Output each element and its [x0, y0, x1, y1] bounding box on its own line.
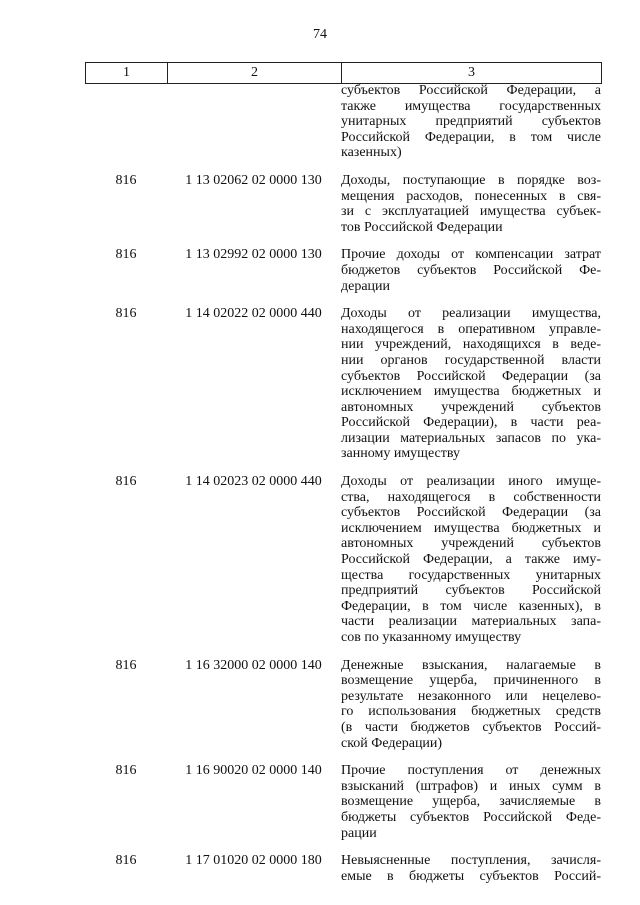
table-row [85, 173, 601, 235]
row-description [341, 474, 601, 646]
description-line: го использования бюджетных средств [341, 704, 601, 720]
description-line: мещения расходов, понесенных в свя- [341, 188, 601, 204]
description-line: Российской Федерации), в части реа- [341, 415, 601, 431]
column-header-1: 1 [86, 63, 168, 84]
row-budget-code: 1 16 32000 02 0000 140 [185, 657, 322, 673]
row-budget-code: 1 17 01020 02 0000 180 [185, 853, 322, 869]
description-line: Невыясненные поступления, зачисля- [341, 853, 601, 869]
row-budget-code: 1 14 02022 02 0000 440 [185, 306, 322, 322]
row-admin-code: 816 [115, 247, 137, 263]
column-header-2: 2 [168, 63, 342, 84]
table-body [85, 83, 601, 884]
row-description [341, 247, 601, 294]
description-line: возмещение ущерба, причиненного в [341, 673, 601, 689]
description-line: субъектов Российской Федерации (за [341, 368, 601, 384]
table-row [85, 474, 601, 646]
description-line: находящегося в оперативном управле- [341, 321, 601, 337]
description-line: зи с эксплуатацией имущества субъек- [341, 204, 601, 220]
description-line: рации [341, 825, 377, 841]
description-line: бюджеты субъектов Российской Феде- [341, 809, 601, 825]
row-budget-code: 1 13 02062 02 0000 130 [185, 172, 322, 188]
description-line: нии учреждений, находящихся в веде- [341, 337, 601, 353]
description-line: сов по указанному имуществу [341, 630, 522, 645]
row-budget-code: 1 16 90020 02 0000 140 [185, 763, 322, 779]
description-line: тов Российской Федерации [341, 219, 503, 235]
description-line: автономных учреждений субъектов [341, 536, 601, 552]
table-row [85, 247, 601, 294]
description-line: казенных) [341, 145, 402, 161]
description-line: ства, находящегося в собственности [341, 489, 601, 505]
row-description [341, 83, 601, 161]
description-line: занному имуществу [341, 446, 460, 462]
row-budget-code: 1 13 02992 02 0000 130 [185, 247, 322, 263]
description-line: Прочие поступления от денежных [341, 763, 601, 779]
description-line: Прочие доходы от компенсации затрат [341, 247, 601, 263]
description-line: нии органов государственной власти [341, 352, 601, 368]
description-line: (в части бюджетов субъектов Россий- [341, 719, 601, 735]
description-line: Денежные взыскания, налагаемые в [341, 657, 601, 673]
description-line: дерации [341, 278, 391, 294]
description-line: исключением имущества бюджетных и [341, 384, 601, 400]
row-description [341, 763, 601, 841]
table-row [85, 853, 601, 884]
description-line: Доходы от реализации иного имуще- [341, 474, 601, 490]
description-line: лизации материальных запасов по ука- [341, 430, 601, 446]
description-line: ской Федерации) [341, 735, 443, 751]
description-line: автономных учреждений субъектов [341, 399, 601, 415]
column-header-3: 3 [342, 63, 602, 84]
table-row [85, 763, 601, 841]
row-description [341, 173, 601, 235]
row-admin-code: 816 [115, 172, 137, 188]
row-description [341, 853, 601, 884]
row-admin-code: 816 [115, 657, 137, 673]
description-line: субъектов Российской Федерации (за [341, 505, 601, 521]
description-line: Российской Федерации, в том числе [341, 129, 601, 145]
row-admin-code: 816 [115, 763, 137, 779]
description-line: исключением имущества бюджетных и [341, 520, 601, 536]
description-line: предприятий субъектов Российской [341, 583, 601, 599]
column-header-table [85, 62, 602, 84]
row-admin-code: 816 [115, 306, 137, 322]
row-description [341, 306, 601, 462]
row-admin-code: 816 [115, 474, 137, 490]
description-line: Доходы, поступающие в порядке воз- [341, 172, 601, 188]
description-line: субъектов Российской Федерации, а [341, 83, 601, 98]
description-line: Российской Федерации, а также иму- [341, 552, 601, 568]
description-line: щества государственных унитарных [341, 567, 601, 583]
row-budget-code: 1 14 02023 02 0000 440 [185, 474, 322, 490]
page-number: 74 [313, 27, 327, 42]
table-row [85, 306, 601, 462]
table-row-continuation [85, 83, 601, 161]
description-line: емые в бюджеты субъектов Россий- [341, 868, 601, 884]
description-line: части реализации материальных запа- [341, 614, 601, 630]
description-line: унитарных предприятий субъектов [341, 114, 601, 130]
description-line: Федерации, в том числе казенных), в [341, 598, 601, 614]
description-line: Доходы от реализации имущества, [341, 306, 601, 322]
description-line: бюджетов субъектов Российской Фе- [341, 262, 601, 278]
column-header-row [86, 63, 602, 84]
description-line: результате незаконного или нецелево- [341, 688, 601, 704]
row-description [341, 658, 601, 752]
table-row [85, 658, 601, 752]
description-line: взысканий (штрафов) и иных сумм в [341, 778, 601, 794]
description-line: также имущества государственных [341, 98, 601, 114]
description-line: возмещение ущерба, зачисляемые в [341, 794, 601, 810]
row-admin-code: 816 [115, 853, 137, 869]
